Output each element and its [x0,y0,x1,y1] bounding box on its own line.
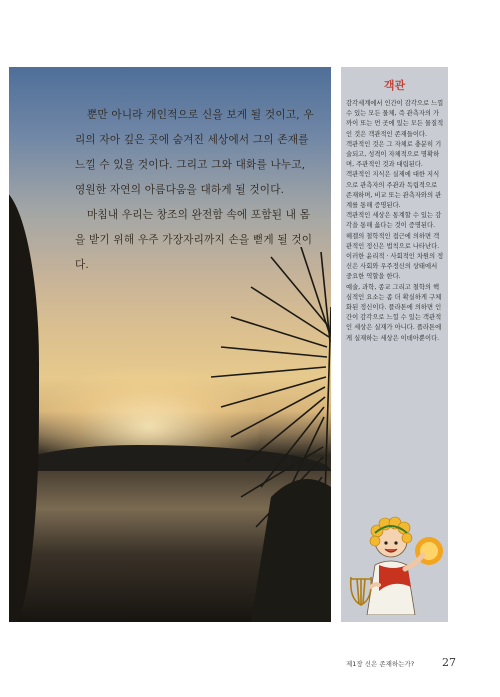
chapter-label: 제1장 신은 존재하는가? [346,660,415,668]
apollo-cartoon-illustration [345,507,445,615]
page-number: 27 [442,656,456,669]
main-body-text [75,103,315,278]
sidebar-paragraph: 객관적인 것은 그 자체로 충분히 기술되고, 성격이 자체적으로 명확하며, 주관적인 것과 대립된다. [346,140,442,169]
paragraph-2: 마침내 우리는 창조의 완전함 속에 포함된 내 몸을 받기 위해 우주 가장자리까지 손을 뻗게 될 것이다. [75,209,313,271]
paragraph-1: 뿐만 아니라 개인적으로 신을 보게 될 것이고, 우리의 자아 깊은 곳에 숨겨진 세상에서 그의 존재를 느낄 수 있을 것이다. 그리고 그와 대화를 나누고, 영원한 자연의 아름다움을 대하게 될 것이다. [75,109,314,196]
sidebar-paragraph: 객관적인 지식은 실제에 대한 지식으로 관측자의 주관과 독립적으로 존재하며, 비교 또는 관측자와의 관계를 통해 증명된다. [346,171,442,210]
page-footer [346,656,456,670]
sidebar-paragraph: 헤겔의 철학적인 접근에 의하면 객관적인 정신은 법칙으로 나타난다. 이러한 윤리적 · 사회적인 차원의 정신은 사회와 우주정신의 상태에서 중요한 역할을 한다. [346,232,444,281]
sunset-photo [9,67,331,622]
glossary-sidebar [341,67,448,622]
pine-branch-silhouette [211,247,331,622]
sidebar-body [346,99,445,344]
sidebar-paragraph: 객관적인 세상은 통계할 수 있는 감각을 통해 옳다는 것이 증명된다. [346,212,442,230]
sidebar-title: 객관 [383,79,406,92]
sidebar-paragraph: 예술, 과학, 종교 그리고 철학의 핵심적인 요소는 좀 더 확실하게 구체화된 정신이다. 플라톤에 의하면 인간이 감각으로 느낄 수 있는 객관적인 세상은 실재가 아니다. 플라톤에게 실재하는 세상은 이데아뿐이다. [346,283,442,342]
sidebar-paragraph: 감각세계에서 인간이 감각으로 느낄 수 있는 모든 물체, 즉 관측자의 가까이 또는 먼 곳에 있는 모든 물질적인 것은 객관적인 존재들이다. [346,100,444,138]
